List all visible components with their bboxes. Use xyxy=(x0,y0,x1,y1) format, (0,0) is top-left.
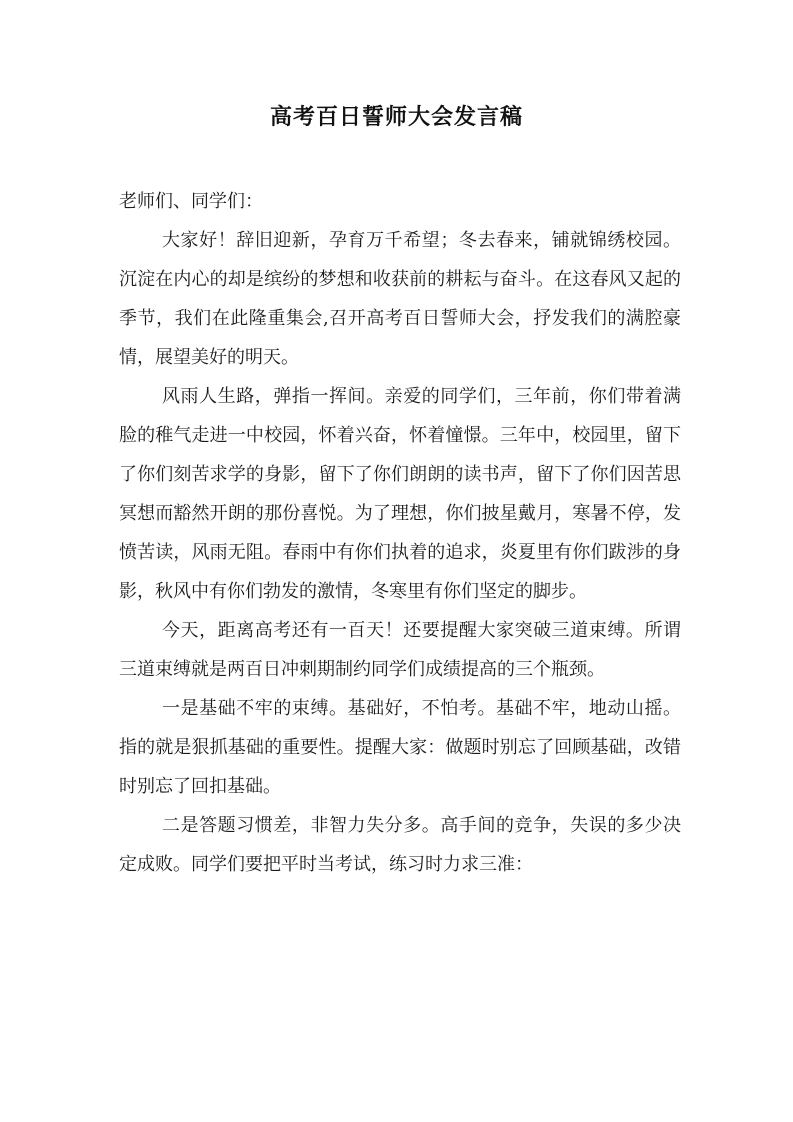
paragraph-three-years: 风雨人生路，弹指一挥间。亲爱的同学们，三年前，你们带着满脸的稚气走进一中校园，怀着兴奋，怀着憧憬。三年中，校园里，留下了你们刻苦求学的身影，留下了你们朗朗的读书声，留下了你们因苦思冥想而豁然开朗的那份喜悦。为了理想，你们披星戴月，寒暑不停，发愤苦读，风雨无阻。春雨中有你们执着的追求，炎夏里有你们跋涉的身影，秋风中有你们勃发的激情，冬寒里有你们坚定的脚步。 xyxy=(119,386,681,602)
paragraph-habits: 二是答题习惯差，非智力失分多。高手间的竞争，失误的多少决定成败。同学们要把平时当考试，练习时力求三准： xyxy=(119,815,681,875)
paragraph-greeting: 大家好！辞旧迎新，孕育万千希望；冬去春来，铺就锦绣校园。沉淀在内心的却是缤纷的梦想和收获前的耕耘与奋斗。在这春风又起的季节，我们在此隆重集会,召开高考百日誓师大会，抒发我们的满腔豪情，展望美好的明天。 xyxy=(119,230,681,368)
document-title: 高考百日誓师大会发言稿 xyxy=(269,105,523,130)
document-body xyxy=(119,182,681,884)
paragraph-hundred-days: 今天，距离高考还有一百天！还要提醒大家突破三道束缚。所谓三道束缚就是两百日冲刺期制约同学们成绩提高的三个瓶颈。 xyxy=(119,620,681,680)
salutation: 老师们、同学们： xyxy=(119,191,263,212)
paragraph-foundation: 一是基础不牢的束缚。基础好，不怕考。基础不牢，地动山摇。指的就是狠抓基础的重要性。提醒大家：做题时别忘了回顾基础，改错时别忘了回扣基础。 xyxy=(119,698,681,797)
